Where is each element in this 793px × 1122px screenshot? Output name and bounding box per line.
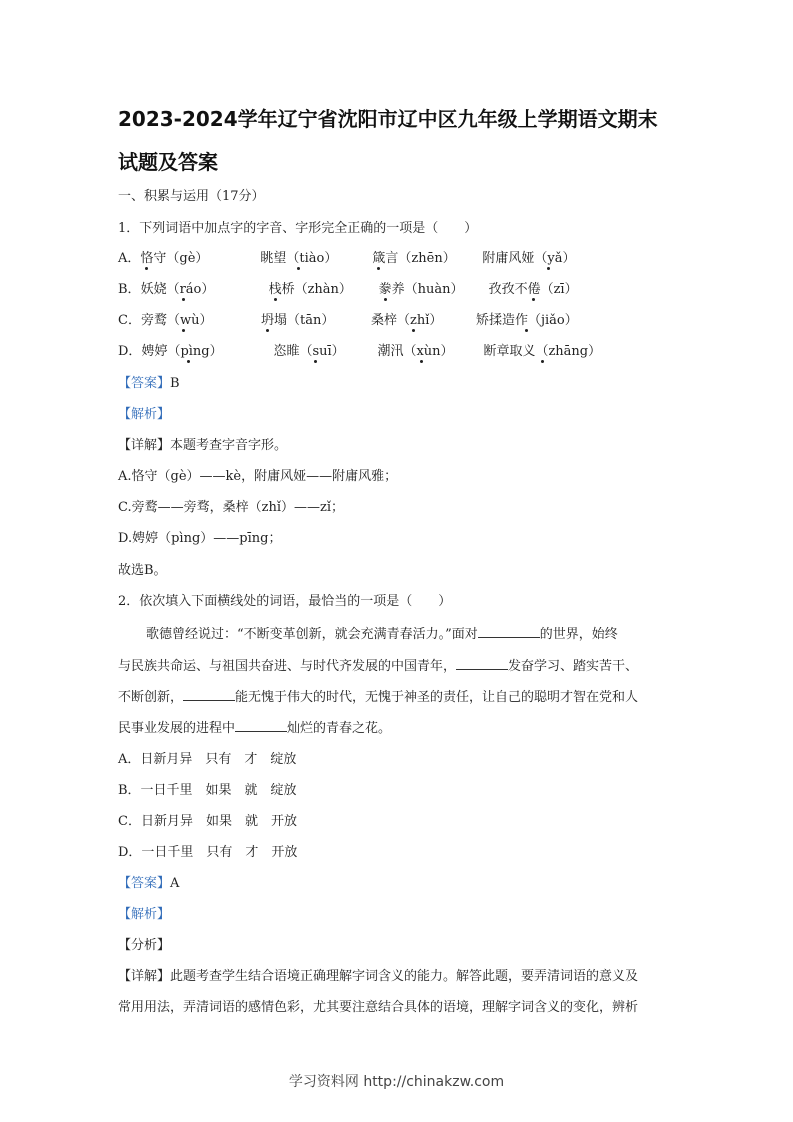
- answer-value: B: [170, 376, 180, 391]
- q2-detail-line-1: [118, 968, 638, 986]
- detail-text: 本题考查字音字形。: [170, 438, 288, 453]
- option-text: 桑: [370, 313, 384, 328]
- detail-tag: 【详解】: [118, 969, 171, 984]
- answer-value: A: [170, 876, 180, 891]
- option-text: 妖: [140, 282, 154, 297]
- passage-text: 发奋学习、踏实苦干、: [508, 659, 639, 674]
- dotted-char: 箴: [372, 251, 386, 266]
- section-heading: 一、积累与运用（17分）: [118, 189, 265, 204]
- option-text: 桥（zhàn）: [281, 282, 352, 297]
- dotted-char: 豢: [378, 282, 392, 297]
- q2-detail-line-2: 常用用法，弄清词语的感情色彩，尤其要注意结合具体的语境，理解字词含义的变化，辨析: [118, 1000, 639, 1015]
- q1-explanation-a: A.恪守（gè）——kè，附庸风娅——附庸风雅；: [118, 469, 398, 484]
- passage-text: 的世界，始终: [539, 627, 618, 642]
- page-footer: 学习资料网 http://chinakzw.com: [288, 1074, 505, 1090]
- dotted-char: 睢（suī）: [286, 344, 345, 359]
- dotted-char: 娆（ráo）: [153, 282, 215, 297]
- q2-option-a: A．日新月异 只有 才 绽放: [118, 752, 297, 767]
- option-text: 娉: [141, 344, 155, 359]
- dotted-char: 坍: [260, 313, 274, 328]
- passage-text: 歌德曾经说过：“不断变革创新，就会充满青春活力。”面对: [146, 627, 478, 642]
- dotted-char: 婷（pìng）: [154, 344, 223, 359]
- dotted-char: 断章取义（zhāng）: [483, 344, 602, 359]
- q2-option-b: B．一日千里 如果 就 绽放: [118, 783, 297, 798]
- fill-blank: [183, 688, 235, 701]
- option-text: 恣: [273, 344, 287, 359]
- q2-fenxi-tag: 【分析】: [118, 938, 171, 953]
- q2-passage-line-2: [118, 657, 638, 676]
- q1-analysis-tag: 【解析】: [118, 407, 171, 422]
- answer-tag: 【答案】: [118, 876, 171, 891]
- q1-option-c: [118, 312, 578, 330]
- q1-conclusion: 故选B。: [118, 563, 167, 578]
- option-text: 旁: [140, 313, 154, 328]
- dotted-char: 汛（xùn）: [390, 344, 454, 359]
- q2-answer: [118, 875, 179, 893]
- q1-explanation-c: C.旁鹜——旁骛，桑梓（zhǐ）——zǐ；: [118, 500, 345, 515]
- dotted-char: 孜孜不倦（zī）: [488, 282, 578, 297]
- passage-text: 不断创新，: [118, 690, 184, 705]
- passage-text: 与民族共命运、与祖国共奋进、与时代齐发展的中国青年，: [118, 659, 457, 674]
- dotted-char: 矫揉造作（jiǎo）: [475, 313, 578, 328]
- q1-explanation-d: D.娉婷（pìng）——pīng；: [118, 531, 282, 546]
- dotted-char: 梓（zhǐ）: [383, 313, 443, 328]
- q2-stem: 2．依次填入下面横线处的词语，最恰当的一项是（ ）: [118, 594, 452, 609]
- passage-text: 灿烂的青春之花。: [287, 721, 392, 736]
- passage-text: 民事业发展的进程中: [118, 721, 236, 736]
- detail-tag: 【详解】: [118, 438, 171, 453]
- q1-option-a: [118, 250, 576, 268]
- option-text: 守（gè）: [153, 251, 209, 266]
- option-label: B．: [118, 282, 141, 297]
- option-text: 潮: [377, 344, 391, 359]
- option-text: 言（zhēn）: [385, 251, 456, 266]
- dotted-char: 鹜（wù）: [153, 313, 213, 328]
- option-text: 养（huàn）: [391, 282, 464, 297]
- q2-passage-line-1: [146, 625, 618, 644]
- q2-analysis-tag: 【解析】: [118, 907, 171, 922]
- fill-blank: [478, 625, 540, 638]
- q2-option-d: D．一日千里 只有 才 开放: [118, 845, 298, 860]
- option-label: D．: [118, 344, 142, 359]
- dotted-char: 栈: [268, 282, 282, 297]
- answer-tag: 【答案】: [118, 376, 171, 391]
- document-title-line-2: 试题及答案: [118, 150, 218, 174]
- q2-option-c: C．日新月异 如果 就 开放: [118, 814, 297, 829]
- dotted-char: 眺望（tiào）: [260, 251, 338, 266]
- dotted-char: 恪: [140, 251, 154, 266]
- q1-option-b: [118, 281, 578, 299]
- q1-detail: [118, 437, 287, 455]
- q2-passage-line-3: [118, 688, 638, 707]
- q1-option-d: [118, 343, 601, 361]
- fill-blank: [456, 657, 508, 670]
- q1-stem: 1．下列词语中加点字的字音、字形完全正确的一项是（ ）: [118, 221, 478, 236]
- option-label: A．: [118, 251, 141, 266]
- q2-passage-line-4: [118, 719, 391, 738]
- option-label: C．: [118, 313, 141, 328]
- dotted-char: 娅（yǎ）: [521, 251, 576, 266]
- passage-text: 能无愧于伟大的时代，无愧于神圣的责任，让自己的聪明才智在党和人: [235, 690, 639, 705]
- detail-text: 此题考查学生结合语境正确理解字词含义的能力。解答此题，要弄清词语的意义及: [170, 969, 639, 984]
- document-title-line-1: 2023-2024学年辽宁省沈阳市辽中区九年级上学期语文期末: [118, 107, 658, 131]
- option-text: 塌（tān）: [273, 313, 335, 328]
- q1-answer: [118, 375, 180, 393]
- fill-blank: [235, 719, 287, 732]
- option-text: 附庸风: [482, 251, 522, 266]
